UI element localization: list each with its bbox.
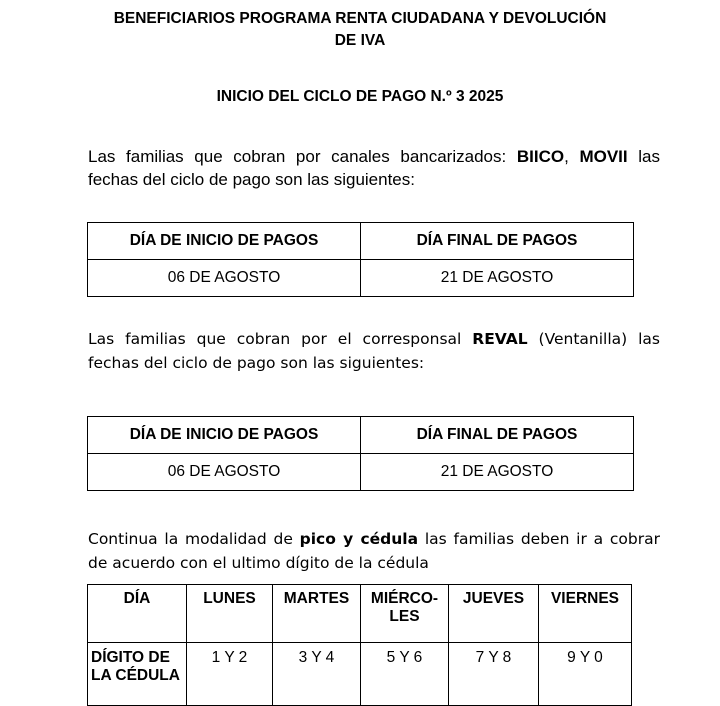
banks-paragraph	[88, 145, 660, 191]
digit-friday: 9 Y 0	[539, 643, 632, 706]
reval-text-a: Las familias que cobran por el corresponsal	[88, 330, 473, 348]
bank-name-biico: BIICO	[516, 147, 565, 166]
digit-row-header: DÍGITO DE LA CÉDULA	[88, 643, 187, 706]
end-date-header: DÍA FINAL DE PAGOS	[361, 223, 634, 260]
banks-text-a: Las familias que cobran por canales bancarizados:	[88, 147, 517, 166]
pico-text-b: las familias deben ir a cobrar de acuerdo con el ultimo dígito de la cédula	[88, 530, 660, 572]
start-date-header: DÍA DE INICIO DE PAGOS	[88, 223, 361, 260]
pico-cedula-highlight: pico y cédula	[299, 530, 419, 548]
end-date-cell: 21 DE AGOSTO	[361, 454, 634, 491]
table-header-row	[88, 223, 634, 260]
document-subtitle: INICIO DEL CICLO DE PAGO N.º 3 2025	[216, 88, 504, 105]
agent-name-reval: REVAL	[472, 330, 528, 348]
digit-row	[88, 643, 632, 706]
bank-name-movii: MOVII	[579, 147, 628, 166]
day-friday: VIERNES	[539, 585, 632, 643]
table-row	[88, 260, 634, 297]
day-header-row	[88, 585, 632, 643]
bank-separator: ,	[564, 147, 580, 166]
end-date-cell: 21 DE AGOSTO	[361, 260, 634, 297]
banks-text-b: las fechas del ciclo de pago son las siguientes:	[88, 147, 660, 189]
reval-dates-table	[87, 416, 634, 491]
reval-text-b: (Ventanilla) las fechas del ciclo de pago son las siguientes:	[88, 330, 661, 372]
day-column-header: DÍA	[88, 585, 187, 643]
digit-monday: 1 Y 2	[187, 643, 273, 706]
digit-thursday: 7 Y 8	[449, 643, 539, 706]
document-title	[60, 8, 660, 52]
reval-paragraph	[88, 327, 660, 375]
day-thursday: JUEVES	[449, 585, 539, 643]
banks-dates-table	[87, 222, 634, 297]
end-date-header: DÍA FINAL DE PAGOS	[361, 417, 634, 454]
start-date-cell: 06 DE AGOSTO	[88, 260, 361, 297]
title-line-1: BENEFICIARIOS PROGRAMA RENTA CIUDADANA Y DEVOLUCIÓN	[113, 10, 607, 27]
title-line-2: DE IVA	[334, 32, 386, 49]
day-wednesday: MIÉRCO- LES	[361, 585, 449, 643]
table-row	[88, 454, 634, 491]
day-tuesday: MARTES	[273, 585, 361, 643]
table-header-row	[88, 417, 634, 454]
pico-text-a: Continua la modalidad de	[88, 530, 300, 548]
digit-tuesday: 3 Y 4	[273, 643, 361, 706]
pico-cedula-table	[87, 584, 632, 706]
start-date-header: DÍA DE INICIO DE PAGOS	[88, 417, 361, 454]
start-date-cell: 06 DE AGOSTO	[88, 454, 361, 491]
day-monday: LUNES	[187, 585, 273, 643]
digit-wednesday: 5 Y 6	[361, 643, 449, 706]
pico-cedula-paragraph	[88, 527, 660, 575]
